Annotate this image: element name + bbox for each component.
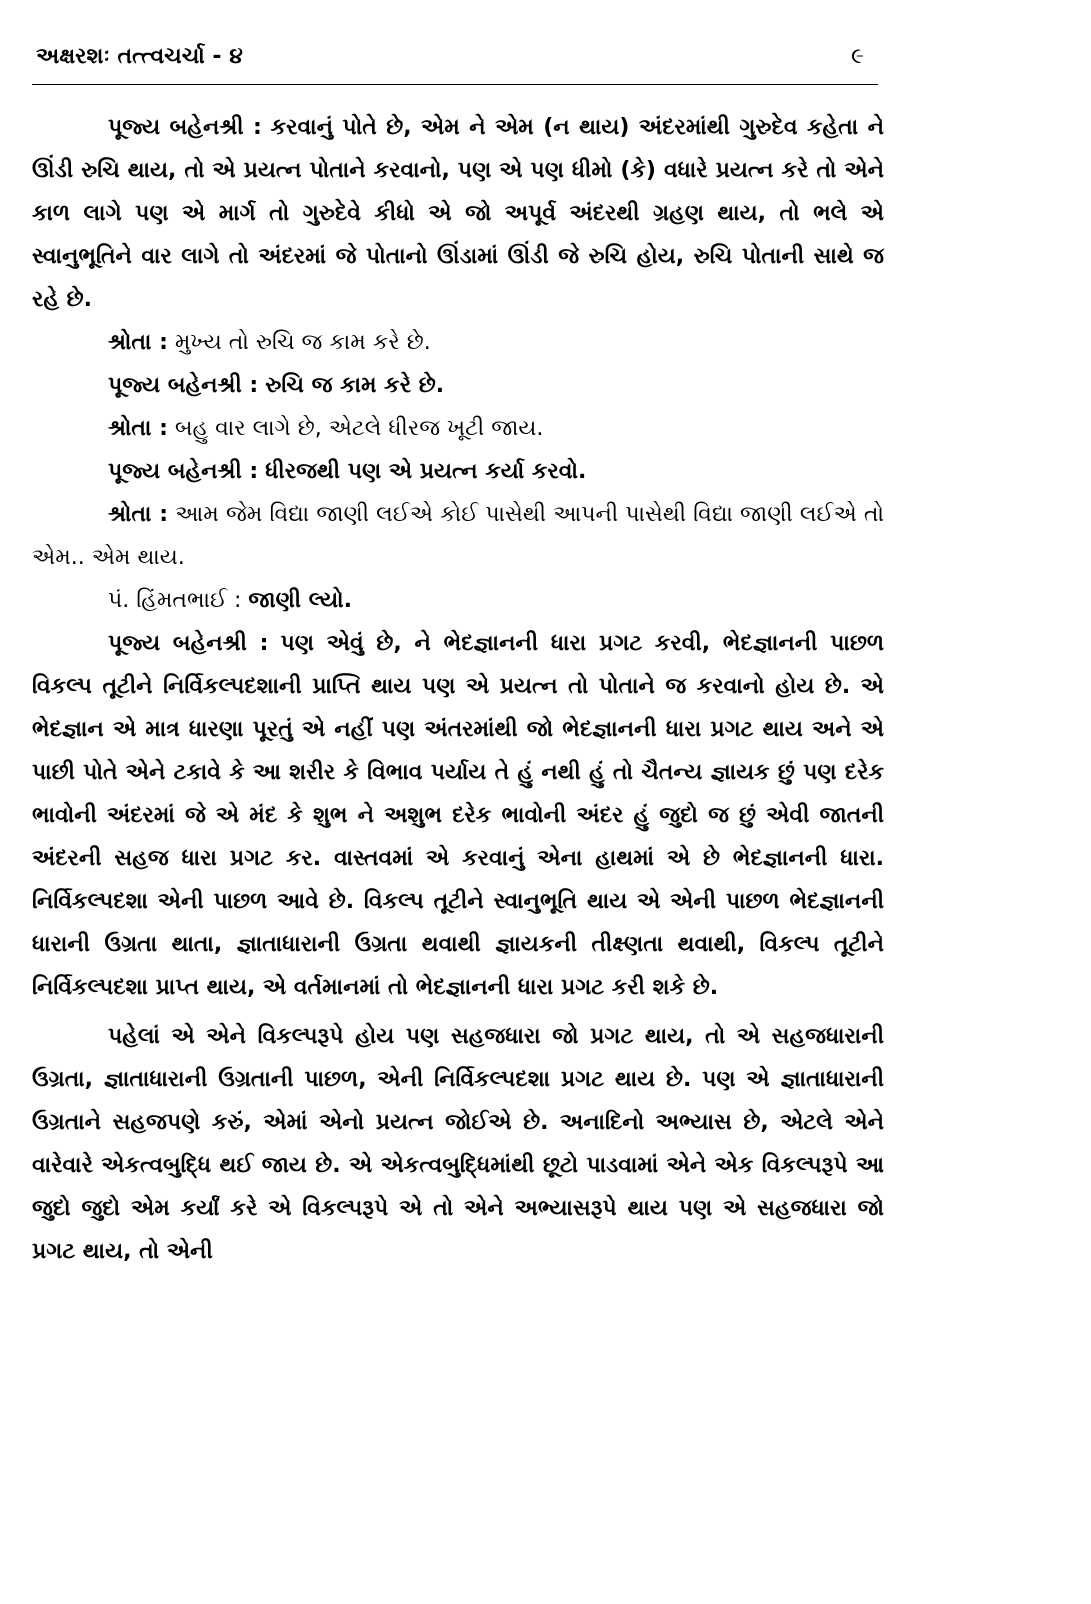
- paragraph-bahenshri-3: [32, 450, 884, 493]
- paragraph-text: પહેલાં એ એને વિકલ્પરૂપે હોય પણ સહજધારા જો પ્રગટ થાય, તો એ સહજધારાની ઉગ્રતા, જ્ઞાતાધારાની ઉગ્રતાની પાછળ, એની નિર્વિકલ્પદશા પ્રગટ થાય છે. પણ એ જ્ઞાતાધારાની ઉગ્રતાને સહજપણે કરું, એમાં એનો પ્રયત્ન જોઈએ છે. અનાદિનો અભ્યાસ છે, એટલે એને વારેવારે એકત્વબુદ્ધિ થઈ જાય છે. એ એકત્વબુદ્ધિમાંથી છૂટો પાડવામાં એને એક વિકલ્પરૂપે આ જુદો જુદો એમ કર્યાં કરે એ વિકલ્પરૂપે એ તો એને અભ્યાસરૂપે થાય પણ એ સહજધારા જો પ્રગટ થાય, તો એની: [32, 1024, 884, 1264]
- book-title: અક્ષરશઃ તત્ત્વચર્ચા - ૪: [36, 44, 243, 69]
- speaker-label: શ્રોતા :: [108, 416, 168, 441]
- paragraph-shrota-3: [32, 493, 884, 579]
- paragraph-shrota-2: [32, 407, 884, 450]
- paragraph-bahenshri-1: [32, 106, 884, 321]
- paragraph-bahenshri-4: [32, 622, 884, 1009]
- speaker-label: પૂજ્ય બહેનશ્રી :: [108, 631, 269, 656]
- paragraph-text: બહુ વાર લાગે છે, એટલે ધીરજ ખૂટી જાય.: [174, 416, 544, 441]
- page-body: [32, 106, 884, 1273]
- paragraph-text: કરવાનું પોતે છે, એમ ને એમ (ન થાય) અંદરમાંથી ગુરુદેવ કહેતા ને ઊંડી રુચિ થાય, તો એ પ્રયત્ન પોતાને કરવાનો, પણ એ પણ ધીમો (કે) વધારે પ્રયત્ન કરે તો એને કાળ લાગે પણ એ માર્ગ તો ગુરુદેવે કીધો એ જો અપૂર્વ અંદરથી ગ્રહણ થાય, તો ભલે એ સ્વાનુભૂતિને વાર લાગે તો અંદરમાં જે પોતાનો ઊંડામાં ઊંડી જે રુચિ હોય, રુચિ પોતાની સાથે જ રહે છે.: [32, 115, 884, 312]
- paragraph-text: મુખ્ય તો રુચિ જ કામ કરે છે.: [174, 330, 431, 355]
- paragraph-continuation: [32, 1015, 884, 1273]
- paragraph-text: ધીરજથી પણ એ પ્રયત્ન કર્યા કરવો.: [265, 459, 587, 484]
- speaker-label: પૂજ્ય બહેનશ્રી :: [108, 115, 262, 140]
- speaker-label: પૂજ્ય બહેનશ્રી :: [108, 459, 259, 484]
- paragraph-text: રુચિ જ કામ કરે છે.: [265, 373, 445, 398]
- running-header: [36, 44, 884, 80]
- speaker-label: શ્રોતા :: [108, 330, 168, 355]
- header-divider: [32, 84, 878, 85]
- speaker-label: શ્રોતા :: [108, 502, 169, 527]
- paragraph-text: જાણી લ્યો.: [248, 588, 353, 613]
- page-number: ૯: [850, 44, 864, 69]
- speaker-label: પૂજ્ય બહેનશ્રી :: [108, 373, 259, 398]
- speaker-label: પં. હિંમતભાઈ :: [108, 588, 242, 613]
- paragraph-text: આમ જેમ વિદ્યા જાણી લઈએ કોઈ પાસેથી આપની પાસેથી વિદ્યા જાણી લઈએ તો એમ.. એમ થાય.: [32, 502, 884, 570]
- paragraph-bahenshri-2: [32, 364, 884, 407]
- paragraph-text: પણ એવું છે, ને ભેદજ્ઞાનની ધારા પ્રગટ કરવી, ભેદજ્ઞાનની પાછળ વિકલ્પ તૂટીને નિર્વિકલ્પદશાની પ્રાપ્તિ થાય પણ એ પ્રયત્ન તો પોતાને જ કરવાનો હોય છે. એ ભેદજ્ઞાન એ માત્ર ધારણા પૂરતું એ નહીં પણ અંતરમાંથી જો ભેદજ્ઞાનની ધારા પ્રગટ થાય અને એ પાછી પોતે એને ટકાવે કે આ શરીર કે વિભાવ પર્યાય તે હું નથી હું તો ચૈતન્ય જ્ઞાયક છું પણ દરેક ભાવોની અંદરમાં જે એ મંદ કે શુભ ને અશુભ દરેક ભાવોની અંદર હું જુદો જ છું એવી જાતની અંદરની સહજ ધારા પ્રગટ કર. વાસ્તવમાં એ કરવાનું એના હાથમાં એ છે ભેદજ્ઞાનની ધારા. નિર્વિકલ્પદશા એની પાછળ આવે છે. વિકલ્પ તૂટીને સ્વાનુભૂતિ થાય એ એની પાછળ ભેદજ્ઞાનની ધારાની ઉગ્રતા થાતા, જ્ઞાતાધારાની ઉગ્રતા થવાથી જ્ઞાયકની તીક્ષ્ણતા થવાથી, વિકલ્પ તૂટીને નિર્વિકલ્પદશા પ્રાપ્ત થાય, એ વર્તમાનમાં તો ભેદજ્ઞાનની ધારા પ્રગટ કરી શકે છે.: [32, 631, 884, 1000]
- paragraph-shrota-1: [32, 321, 884, 364]
- paragraph-himmatbhai: [32, 579, 884, 622]
